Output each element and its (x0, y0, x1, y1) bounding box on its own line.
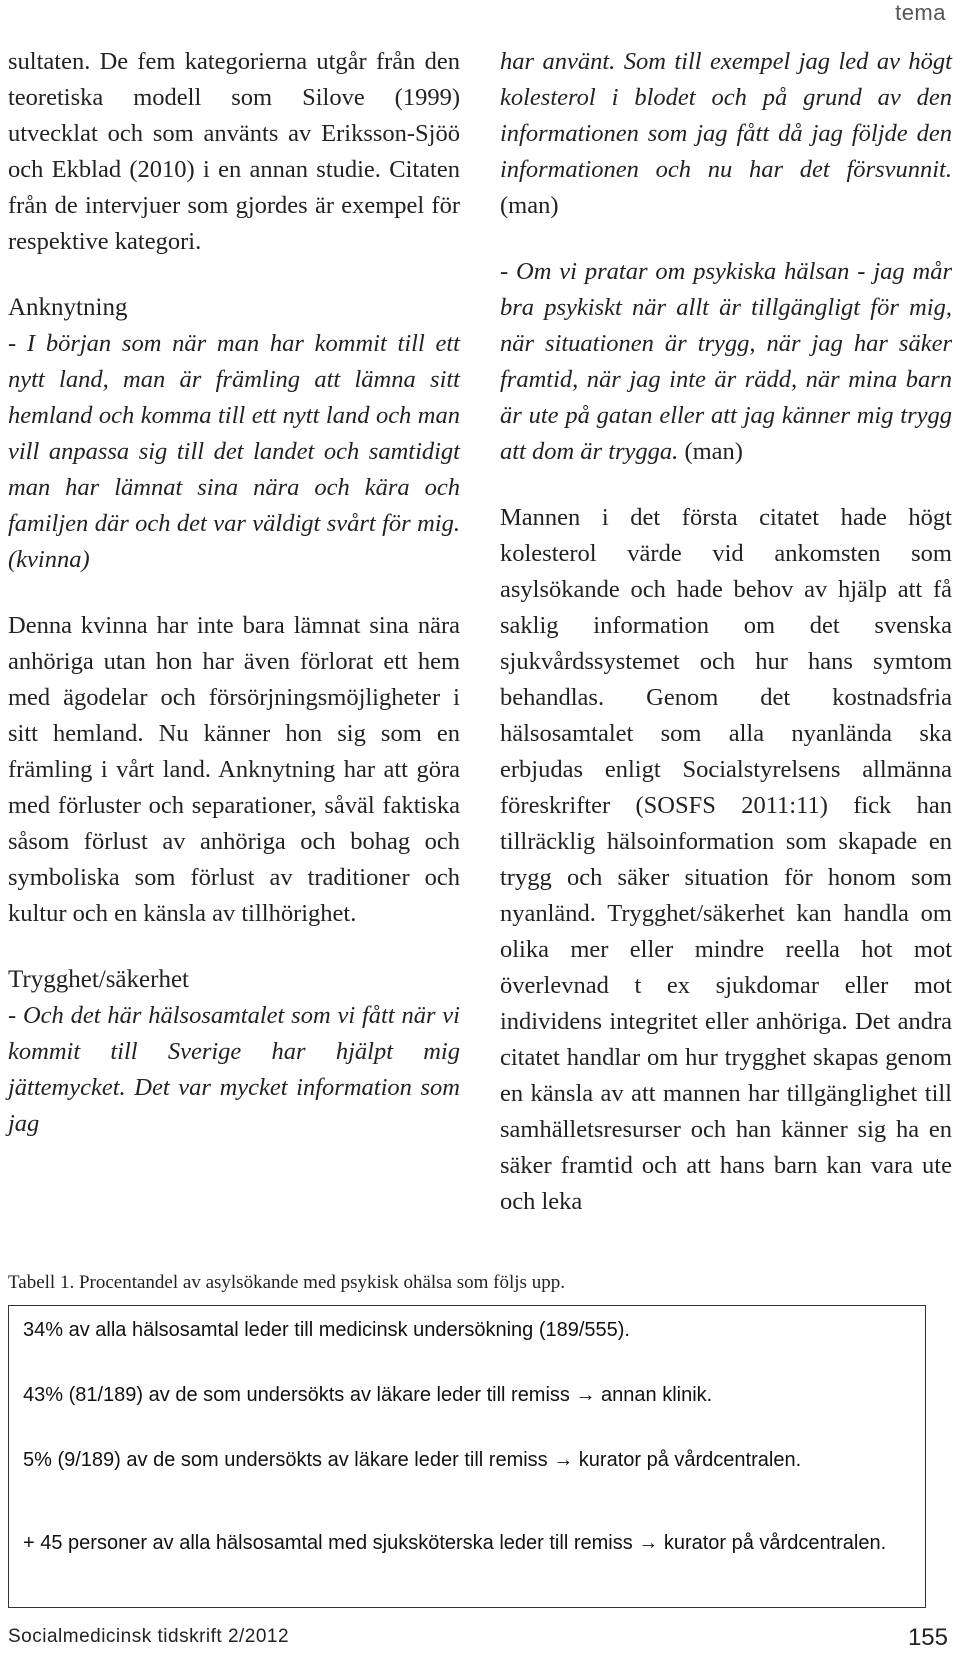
quote-man-end (500, 44, 952, 224)
quote-text: har använt. Som till exempel jag led av högt kolesterol i blodet och på grund av den informationen som jag fått då jag följde den informationen och nu har det försvunnit. (500, 48, 952, 183)
intro-paragraph: sultaten. De fem kategorierna utgår från den teoretiska modell som Silove (1999) utvecklat och som använts av Eriksson-Sjöö och Ekblad (2010) i en annan studie. Citaten från de intervjuer som gjordes är exempel för respektive kategori. (8, 48, 460, 255)
table-caption: Tabell 1. Procentandel av asylsökande med psykisk ohälsa som följs upp. (8, 1272, 565, 1293)
quote-speaker: (man) (500, 192, 559, 219)
quote-kvinna (8, 326, 460, 578)
left-column (8, 44, 460, 1142)
body-paragraph-trygghet: Mannen i det första citatet hade högt kolesterol värde vid ankomsten som asylsökande och hade behov av hjälp att få saklig information om det svenska sjukvårdssystemet och hur hans symtom behandlas. Genom det kostnadsfria hälsosamtalet som alla nyanlända ska erbjudas enligt Socialstyrelsens allmänna föreskrifter (SOSFS 2011:11) fick han tillräcklig hälsoinformation som skapade en trygg och säker situation för honom som nyanländ. Trygghet/säkerhet kan handla om olika mer eller mindre reella hot mot överlevnad t ex sjukdomar eller mot individens integritet eller anhöriga. Det andra citatet handlar om hur trygghet skapas genom en känsla av att mannen har tillgänglighet till samhälletsresurser och han känner sig ha en säker framtid och att hans barn kan vara ute och leka (500, 504, 952, 1215)
right-column (500, 44, 952, 1220)
journal-name: Socialmedicinsk tidskrift 2/2012 (8, 1626, 290, 1647)
page-number: 155 (907, 1624, 948, 1651)
table-item: 5% (9/189) av de som undersökts av läkare leder till remiss → kurator på vårdcentralen. (23, 1449, 802, 1471)
table-box (8, 1305, 926, 1608)
heading-trygghet: Trygghet/säkerhet (8, 966, 189, 993)
quote-text: - Om vi pratar om psykiska hälsan - jag mår bra psykiskt när allt är tillgängligt för mig, när situationen är trygg, när jag har säker framtid, när jag inte är rädd, när mina barn är ute på gatan eller att jag känner mig trygg att dom är trygga. (500, 258, 952, 465)
table-item: 43% (81/189) av de som undersökts av läkare leder till remiss → annan klinik. (23, 1384, 713, 1406)
quote-speaker: (kvinna) (8, 546, 90, 573)
quote-man-2 (500, 254, 952, 470)
section-label: tema (895, 0, 946, 25)
body-paragraph-anknytning: Denna kvinna har inte bara lämnat sina nära anhöriga utan hon har även förlorat ett hem med ägodelar och försörjningsmöjligheter i sitt hemland. Nu känner hon sig som en främling i vårt land. Anknytning har att göra med förluster och separationer, såväl faktiska såsom förlust av anhöriga och bohag och symboliska som förlust av traditioner och kultur och en känsla av tillhörighet. (8, 612, 460, 927)
quote-text: - I början som när man har kommit till ett nytt land, man är främling att lämna sitt hemland och komma till ett nytt land och man vill anpassa sig till det landet och samtidigt man har lämnat sina nära och kära och familjen där och det var väldigt svårt för mig. (8, 330, 460, 537)
quote-man-start: - Och det här hälsosamtalet som vi fått när vi kommit till Sverige har hjälpt mig jättemycket. Det var mycket information som jag (8, 1002, 460, 1137)
heading-anknytning: Anknytning (8, 294, 128, 321)
table-item: 34% av alla hälsosamtal leder till medicinsk undersökning (189/555). (23, 1319, 630, 1341)
table-item: + 45 personer av alla hälsosamtal med sjuksköterska leder till remiss → kurator på vårdcentralen. (23, 1532, 887, 1554)
quote-speaker: (man) (684, 438, 743, 465)
